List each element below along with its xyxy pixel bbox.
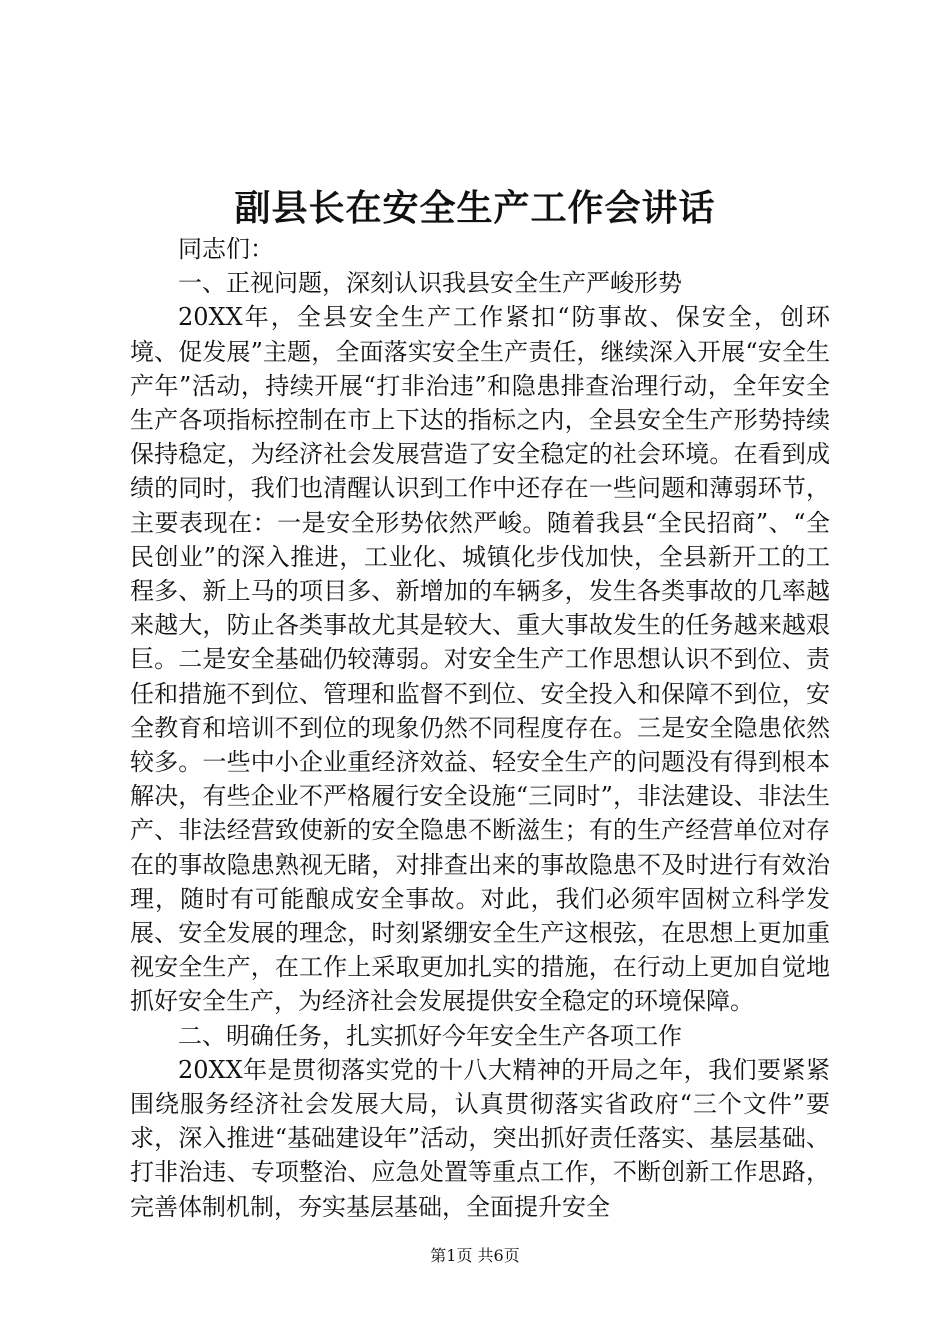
page-footer: 第1页 共6页 bbox=[430, 1246, 520, 1265]
section-heading-2: 二、明确任务，扎实抓好今年安全生产各项工作 bbox=[178, 1021, 682, 1050]
document-body bbox=[130, 232, 830, 1224]
section-heading-1: 一、正视问题，深刻认识我县安全生产严峻形势 bbox=[178, 269, 682, 298]
document-title: 副县长在安全生产工作会讲话 bbox=[234, 187, 716, 229]
body-paragraph-2: 20XX年是贯彻落实党的十八大精神的开局之年，我们要紧紧围绕服务经济社会发展大局，认真贯彻落实省政府“三个文件”要求，深入推进“基础建设年”活动，突出抓好责任落实、基层基础、打非治违、专项整治、应急处置等重点工作，不断创新工作思路，完善体制机制，夯实基层基础，全面提升安全 bbox=[130, 1055, 830, 1221]
salutation: 同志们： bbox=[178, 235, 274, 263]
body-paragraph-1: 20XX年，全县安全生产工作紧扣“防事故、保安全，创环境、促发展”主题，全面落实安全生产责任，继续深入开展“安全生产年”活动，持续开展“打非治违”和隐患排查治理行动，全年安全生产各项指标控制在市上下达的指标之内，全县安全生产形势持续保持稳定，为经济社会发展营造了安全稳定的社会环境。在看到成绩的同时，我们也清醒认识到工作中还存在一些问题和薄弱环节，主要表现在：一是安全形势依然严峻。随着我县“全民招商”、“全民创业”的深入推进，工业化、城镇化步伐加快，全县新开工的工程多、新上马的项目多、新增加的车辆多，发生各类事故的几率越来越大，防止各类事故尤其是较大、重大事故发生的任务越来越艰巨。二是安全基础仍较薄弱。对安全生产工作思想认识不到位、责任和措施不到位、管理和监督不到位、安全投入和保障不到位，安全教育和培训不到位的现象仍然不同程度存在。三是安全隐患依然较多。一些中小企业重经济效益、轻安全生产的问题没有得到根本解决，有些企业不严格履行安全设施“三同时”，非法建设、非法生产、非法经营致使新的安全隐患不断滋生；有的生产经营单位对存在的事故隐患熟视无睹，对排查出来的事故隐患不及时进行有效治理，随时有可能酿成安全事故。对此，我们必须牢固树立科学发展、安全发展的理念，时刻紧绷安全生产这根弦，在思想上更加重视安全生产，在工作上采取更加扎实的措施，在行动上更加自觉地抓好安全生产，为经济社会发展提供安全稳定的环境保障。 bbox=[130, 303, 830, 1016]
